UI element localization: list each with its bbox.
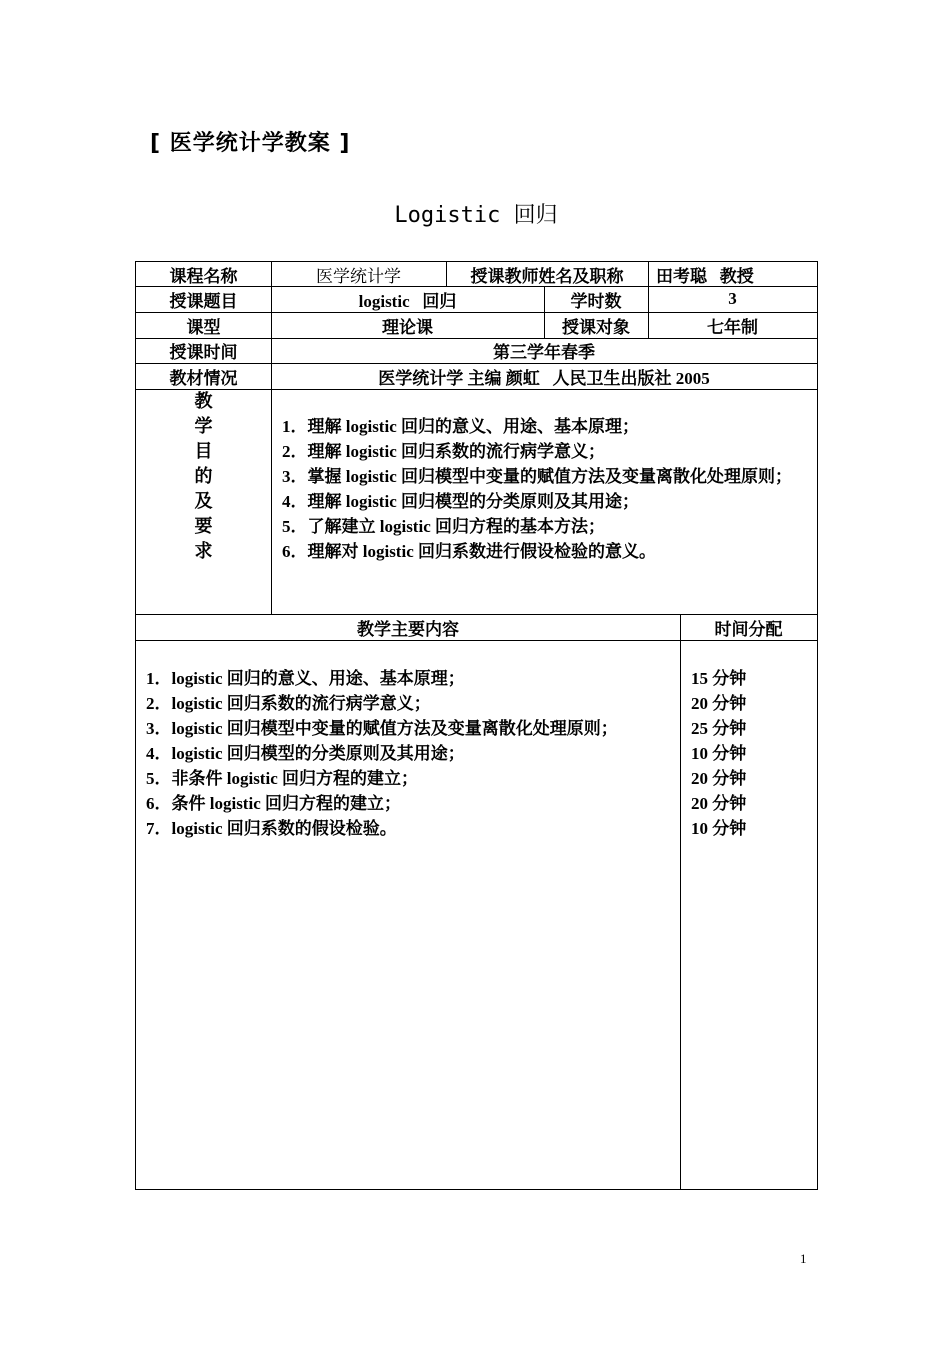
- content-list: [146, 666, 676, 841]
- content-item: 1．logistic 回归的意义、用途、基本原理；: [146, 669, 465, 688]
- time-item: 20 分钟: [691, 769, 747, 788]
- document-header: [ 医学统计学教案 ]: [150, 131, 351, 156]
- objectives-list: [282, 414, 812, 564]
- audience-label: 授课对象: [562, 317, 630, 337]
- course-name-value: 医学统计学: [316, 266, 401, 286]
- textbook-label: 教材情况: [169, 368, 238, 388]
- time-item: 20 分钟: [691, 694, 747, 713]
- time-item: 15 分钟: [691, 669, 747, 688]
- type-label: 课型: [186, 317, 221, 337]
- objectives-label-char: 求: [194, 541, 213, 561]
- content-item: 3．logistic 回归模型中变量的赋值方法及变量离散化处理原则；: [146, 719, 618, 738]
- page-number: 1: [800, 1251, 807, 1266]
- objectives-label-char: 及: [194, 491, 213, 511]
- time-item: 20 分钟: [691, 794, 747, 813]
- textbook-value: 医学统计学 主编 颜虹 人民卫生出版社 2005: [378, 368, 710, 388]
- objective-item: 2．理解 logistic 回归系数的流行病学意义；: [282, 442, 605, 461]
- objectives-label-char: 的: [194, 466, 213, 486]
- topic-label: 授课题目: [169, 291, 238, 311]
- time-allocation-header: 时间分配: [714, 619, 783, 639]
- time-item: 25 分钟: [691, 719, 747, 738]
- hours-label: 学时数: [570, 291, 622, 311]
- lesson-plan-table: [135, 261, 818, 1190]
- objectives-label-char: 教: [194, 391, 213, 411]
- content-item: 2．logistic 回归系数的流行病学意义；: [146, 694, 431, 713]
- objective-item: 1．理解 logistic 回归的意义、用途、基本原理；: [282, 417, 639, 436]
- type-value: 理论课: [382, 317, 433, 337]
- time-label: 授课时间: [169, 343, 238, 362]
- content-item: 5．非条件 logistic 回归方程的建立；: [146, 769, 418, 788]
- course-name-label: 课程名称: [169, 266, 238, 286]
- time-item: 10 分钟: [691, 819, 747, 838]
- objective-item: 4．理解 logistic 回归模型的分类原则及其用途；: [282, 492, 639, 511]
- teacher-value: 田考聪 教授: [656, 266, 754, 286]
- topic-value: logistic 回归: [358, 291, 457, 311]
- time-value: 第三学年春季: [493, 343, 595, 362]
- objectives-label: [136, 389, 271, 564]
- objective-item: 6．理解对 logistic 回归系数进行假设检验的意义。: [282, 542, 656, 561]
- audience-value: 七年制: [707, 317, 758, 337]
- time-allocation-list: [691, 666, 811, 841]
- time-item: 10 分钟: [691, 744, 747, 763]
- content-item: 6．条件 logistic 回归方程的建立；: [146, 794, 401, 813]
- content-item: 4．logistic 回归模型的分类原则及其用途；: [146, 744, 465, 763]
- teacher-label: 授课教师姓名及职称: [470, 266, 624, 286]
- document-title: Logistic 回归: [394, 203, 558, 228]
- objectives-label-char: 目: [194, 441, 213, 461]
- objective-item: 3．掌握 logistic 回归模型中变量的赋值方法及变量离散化处理原则；: [282, 467, 792, 486]
- objective-item: 5．了解建立 logistic 回归方程的基本方法；: [282, 517, 605, 536]
- objectives-label-char: 要: [194, 516, 213, 536]
- content-item: 7．logistic 回归系数的假设检验。: [146, 819, 397, 838]
- hours-value: 3: [728, 289, 737, 308]
- content-header: 教学主要内容: [357, 619, 459, 639]
- objectives-label-char: 学: [194, 416, 213, 436]
